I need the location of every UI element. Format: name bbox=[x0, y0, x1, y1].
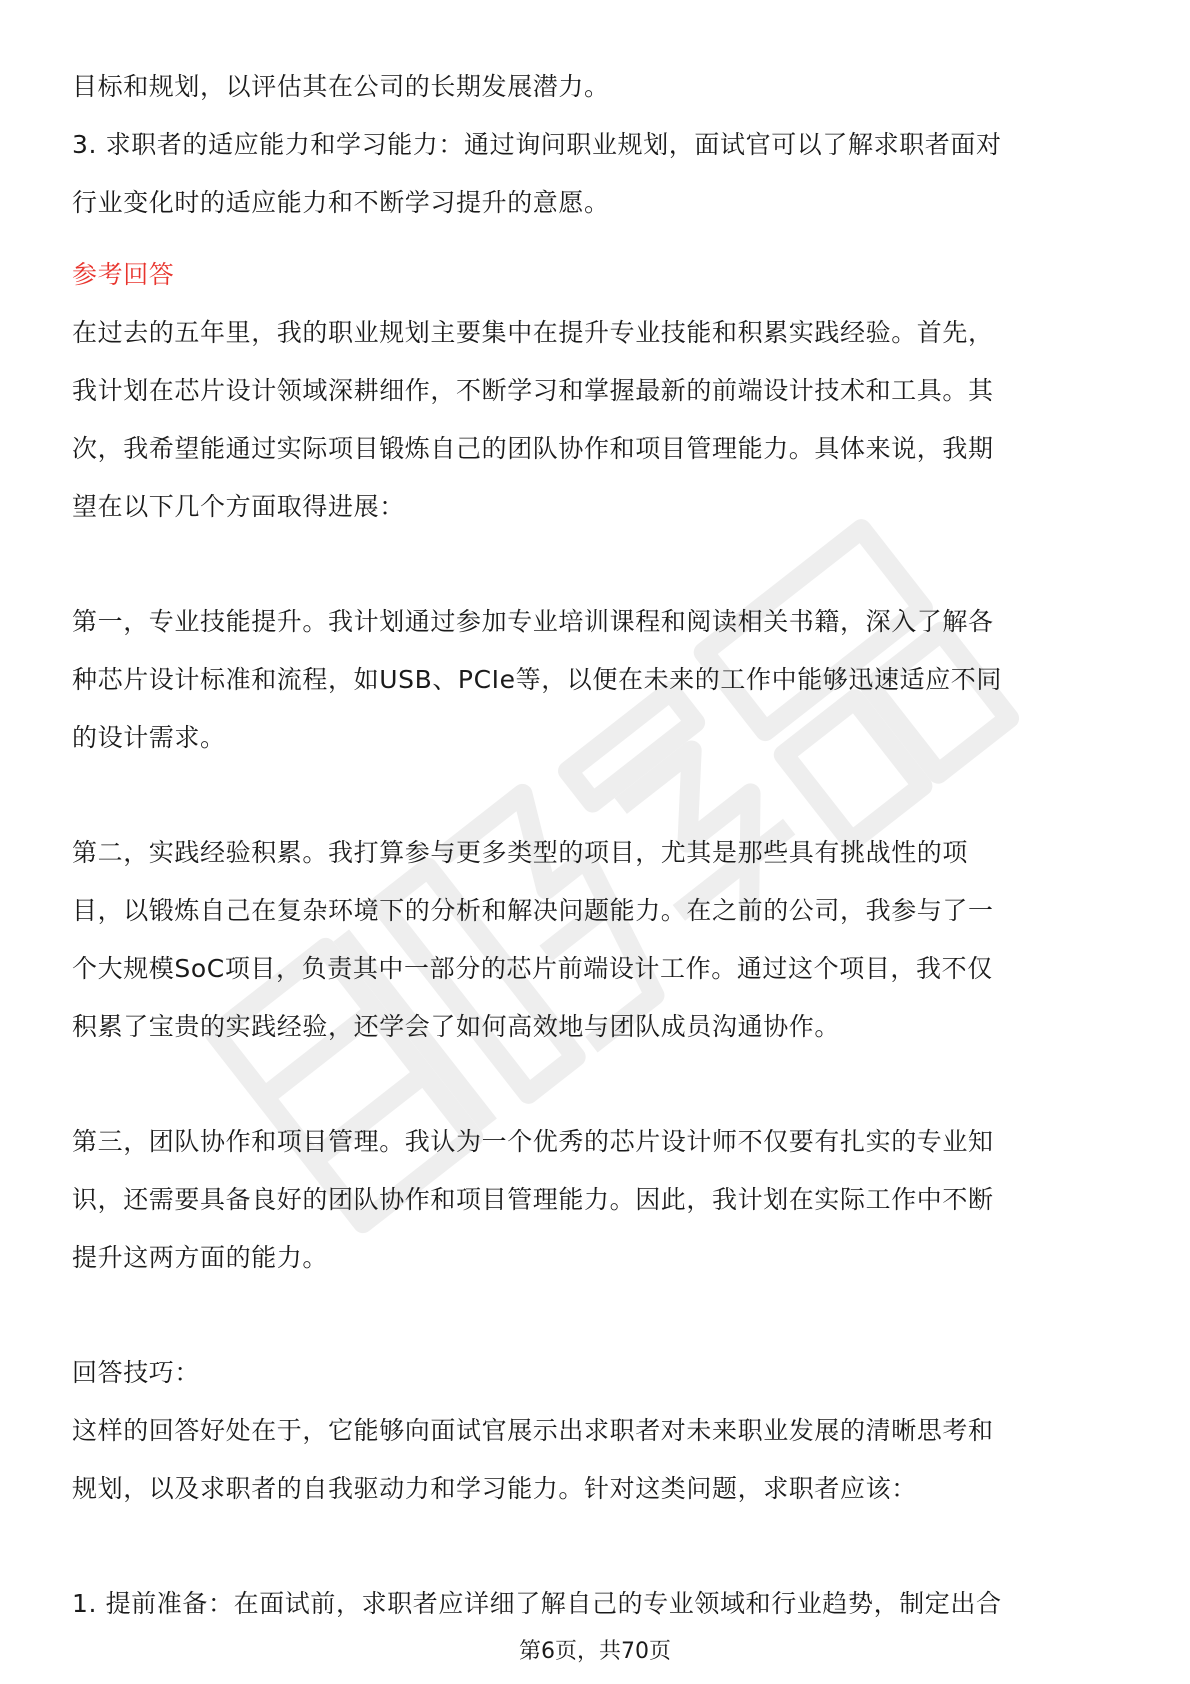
body-line: 在过去的五年里，我的职业规划主要集中在提升专业技能和积累实践经验。首先， bbox=[72, 318, 994, 347]
list-item: 1. 提前准备：在面试前，求职者应详细了解自己的专业领域和行业趋势，制定出合 bbox=[72, 1589, 1002, 1618]
body-line: 种芯片设计标准和流程，如USB、PCIe等，以便在未来的工作中能够迅速适应不同 bbox=[72, 665, 1003, 694]
body-line: 3. 求职者的适应能力和学习能力：通过询问职业规划，面试官可以了解求职者面对 bbox=[72, 130, 1002, 159]
body-line: 我计划在芯片设计领域深耕细作，不断学习和掌握最新的前端设计技术和工具。其 bbox=[72, 376, 994, 405]
document-body bbox=[72, 58, 1118, 1633]
paragraph-gap bbox=[72, 1287, 1118, 1344]
body-line: 提升这两方面的能力。 bbox=[72, 1243, 329, 1272]
body-line: 这样的回答好处在于，它能够向面试官展示出求职者对未来职业发展的清晰思考和 bbox=[72, 1416, 994, 1445]
body-line: 目，以锻炼自己在复杂环境下的分析和解决问题能力。在之前的公司，我参与了一 bbox=[72, 896, 994, 925]
reference-answer-heading: 参考回答 bbox=[72, 260, 175, 289]
body-line: 积累了宝贵的实践经验，还学会了如何高效地与团队成员沟通协作。 bbox=[72, 1012, 841, 1041]
body-line: 个大规模SoC项目，负责其中一部分的芯片前端设计工作。通过这个项目，我不仅 bbox=[72, 954, 993, 983]
body-line: 识，还需要具备良好的团队协作和项目管理能力。因此，我计划在实际工作中不断 bbox=[72, 1185, 994, 1214]
body-line: 的设计需求。 bbox=[72, 723, 226, 752]
tips-heading: 回答技巧： bbox=[72, 1358, 201, 1387]
body-line: 第一，专业技能提升。我计划通过参加专业培训课程和阅读相关书籍，深入了解各 bbox=[72, 607, 994, 636]
body-line: 行业变化时的适应能力和不断学习提升的意愿。 bbox=[72, 188, 610, 217]
paragraph-gap bbox=[72, 1518, 1118, 1575]
body-line: 目标和规划，以评估其在公司的长期发展潜力。 bbox=[72, 72, 610, 101]
body-line: 第三，团队协作和项目管理。我认为一个优秀的芯片设计师不仅要有扎实的专业知 bbox=[72, 1127, 994, 1156]
page-number-footer: 第6页，共70页 bbox=[519, 1639, 671, 1664]
body-line: 第二，实践经验积累。我打算参与更多类型的项目，尤其是那些具有挑战性的项 bbox=[72, 838, 969, 867]
body-line: 次，我希望能通过实际项目锻炼自己的团队协作和项目管理能力。具体来说，我期 bbox=[72, 434, 994, 463]
paragraph-gap bbox=[72, 536, 1118, 593]
paragraph-gap bbox=[72, 1056, 1118, 1113]
paragraph-gap bbox=[72, 767, 1118, 824]
body-line: 望在以下几个方面取得进展： bbox=[72, 492, 405, 521]
body-line: 规划，以及求职者的自我驱动力和学习能力。针对这类问题，求职者应该： bbox=[72, 1474, 917, 1503]
